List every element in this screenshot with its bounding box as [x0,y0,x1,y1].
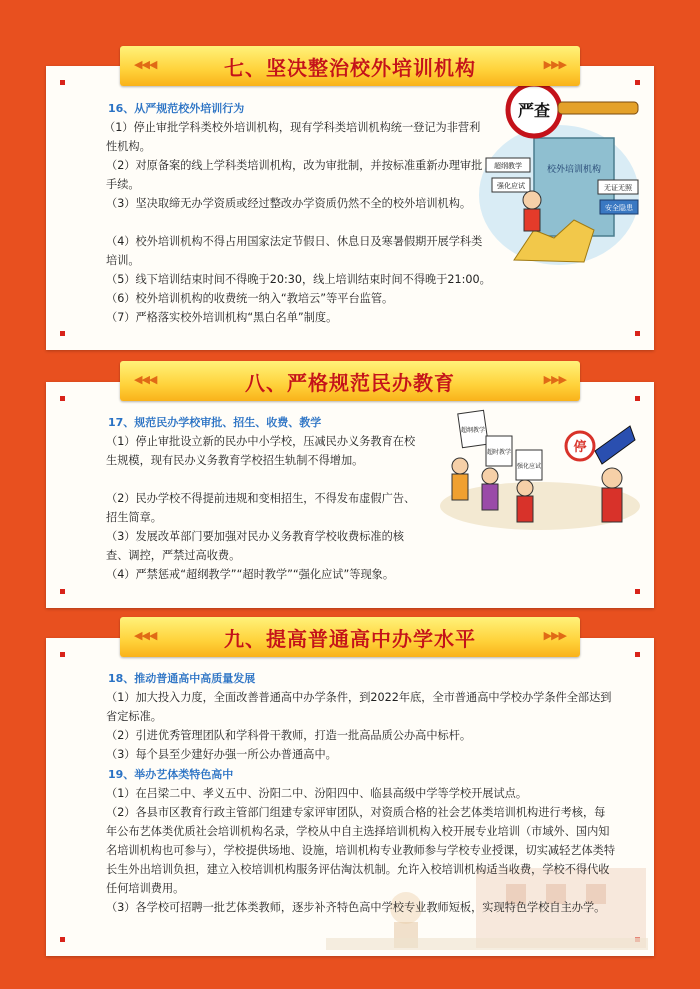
paragraph: （2）民办学校不得提前违规和变相招生，不得发布虚假广告、招生简章。 [106,492,416,524]
stop-sign: 停 [573,440,587,455]
paragraph: （4）严禁惩戒“超纲教学”“超时教学”“强化应试”等现象。 [106,568,395,581]
section-9-panel [46,638,654,956]
arrows-left-icon: ◀◀◀ [134,373,157,386]
board-label: 超纲教学 [460,427,486,434]
corner-mark [60,652,65,657]
building-label: 校外培训机构 [546,165,602,175]
board-label: 强化应试 [516,463,542,470]
board-label: 超时教学 [486,449,512,456]
board-label: 安全隐患 [605,204,633,212]
paragraph: （2）对原备案的线上学科类培训机构，改为审批制，并按标准重新办理审批手续。 [106,159,483,191]
paragraph: （4）校外培训机构不得占用国家法定节假日、休息日及寒暑假期开展学科类培训。 [106,235,483,267]
board-label: 无证无照 [604,184,632,192]
corner-mark [635,652,640,657]
subheading-16: 16、从严规范校外培训行为 [108,102,245,115]
paragraph: （2）各县市区教育行政主管部门组建专家评审团队，对资质合格的社会艺体类培训机构进行考核，每年公布艺体类优质社会培训机构名录，学校从中自主选择培训机构入校开展专业培训（市域外、国内知名培训机构也可参与），学校提供场地、设施，培训机构专业教师参与学校专业授课，切实减轻艺体类特长生外出培训负担，建立入校培训机构服务评估淘汰机制。允许入校培训机构适当收费，学校不得代收任何培训费用。 [106,806,616,895]
paragraph: （7）严格落实校外培训机构“黑白名单”制度。 [106,311,338,324]
section-7-panel [46,66,654,350]
section-8-title: 八、严格规范民办教育 [245,370,455,395]
paragraph: （6）校外培训机构的收费统一纳入“教培云”等平台监管。 [106,292,394,305]
private-school-illustration [430,406,640,536]
paragraph: （1）加大投入力度，全面改善普通高中办学条件，到2022年底，全市普通高中学校办学条件全部达到省定标准。 [106,691,612,723]
corner-mark [60,80,65,85]
board-label: 强化应试 [497,182,525,190]
paragraph: （3）发展改革部门要加强对民办义务教育学校收费标准的核查、调控，严禁过高收费。 [106,530,404,562]
strict-check-sign: 严查 [517,101,551,120]
paragraph: （3）坚决取缔无办学资质或经过整改办学资质仍然不全的校外培训机构。 [106,197,472,210]
subheading-17: 17、规范民办学校审批、招生、收费、教学 [108,416,322,429]
section-9-title: 九、提高普通高中办学水平 [224,626,476,651]
paragraph: （3）每个县至少建好办强一所公办普通高中。 [106,748,337,761]
arrows-left-icon: ◀◀◀ [134,58,157,71]
arrows-left-icon: ◀◀◀ [134,629,157,642]
paragraph: （1）停止审批学科类校外培训机构，现有学科类培训机构统一登记为非营利性机构。 [104,121,481,153]
subheading-19: 19、举办艺体类特色高中 [108,768,234,781]
corner-mark [60,589,65,594]
corner-mark [635,331,640,336]
section-7-banner [120,46,580,86]
paragraph: （3）各学校可招聘一批艺体类教师，逐步补齐特色高中学校专业教师短板，实现特色学校自主办学。 [106,901,606,914]
subheading-18: 18、推动普通高中高质量发展 [108,672,256,685]
paragraph: （5）线下培训结束时间不得晚于20:30，线上培训结束时间不得晚于21:00。 [106,273,491,286]
section-7-title: 七、坚决整治校外培训机构 [224,55,476,80]
section-9-banner [120,617,580,657]
paragraph: （1）在吕梁二中、孝义五中、汾阳二中、汾阳四中、临县高级中学等学校开展试点。 [106,787,528,800]
arrows-right-icon: ▶▶▶ [543,58,566,71]
arrows-right-icon: ▶▶▶ [543,629,566,642]
paragraph: （2）引进优秀管理团队和学科骨干教师，打造一批高品质公办高中标杆。 [106,729,472,742]
board-label: 超纲教学 [494,162,522,170]
section-8-banner [120,361,580,401]
corner-mark [635,396,640,401]
corner-mark [60,937,65,942]
corner-mark [635,589,640,594]
corner-mark [60,396,65,401]
paragraph: （1）停止审批设立新的民办中小学校，压减民办义务教育在校生规模，现有民办义务教育学校招生轨制不得增加。 [106,435,416,467]
section-8-panel [46,382,654,608]
inspection-illustration [474,80,644,270]
corner-mark [60,331,65,336]
arrows-right-icon: ▶▶▶ [543,373,566,386]
